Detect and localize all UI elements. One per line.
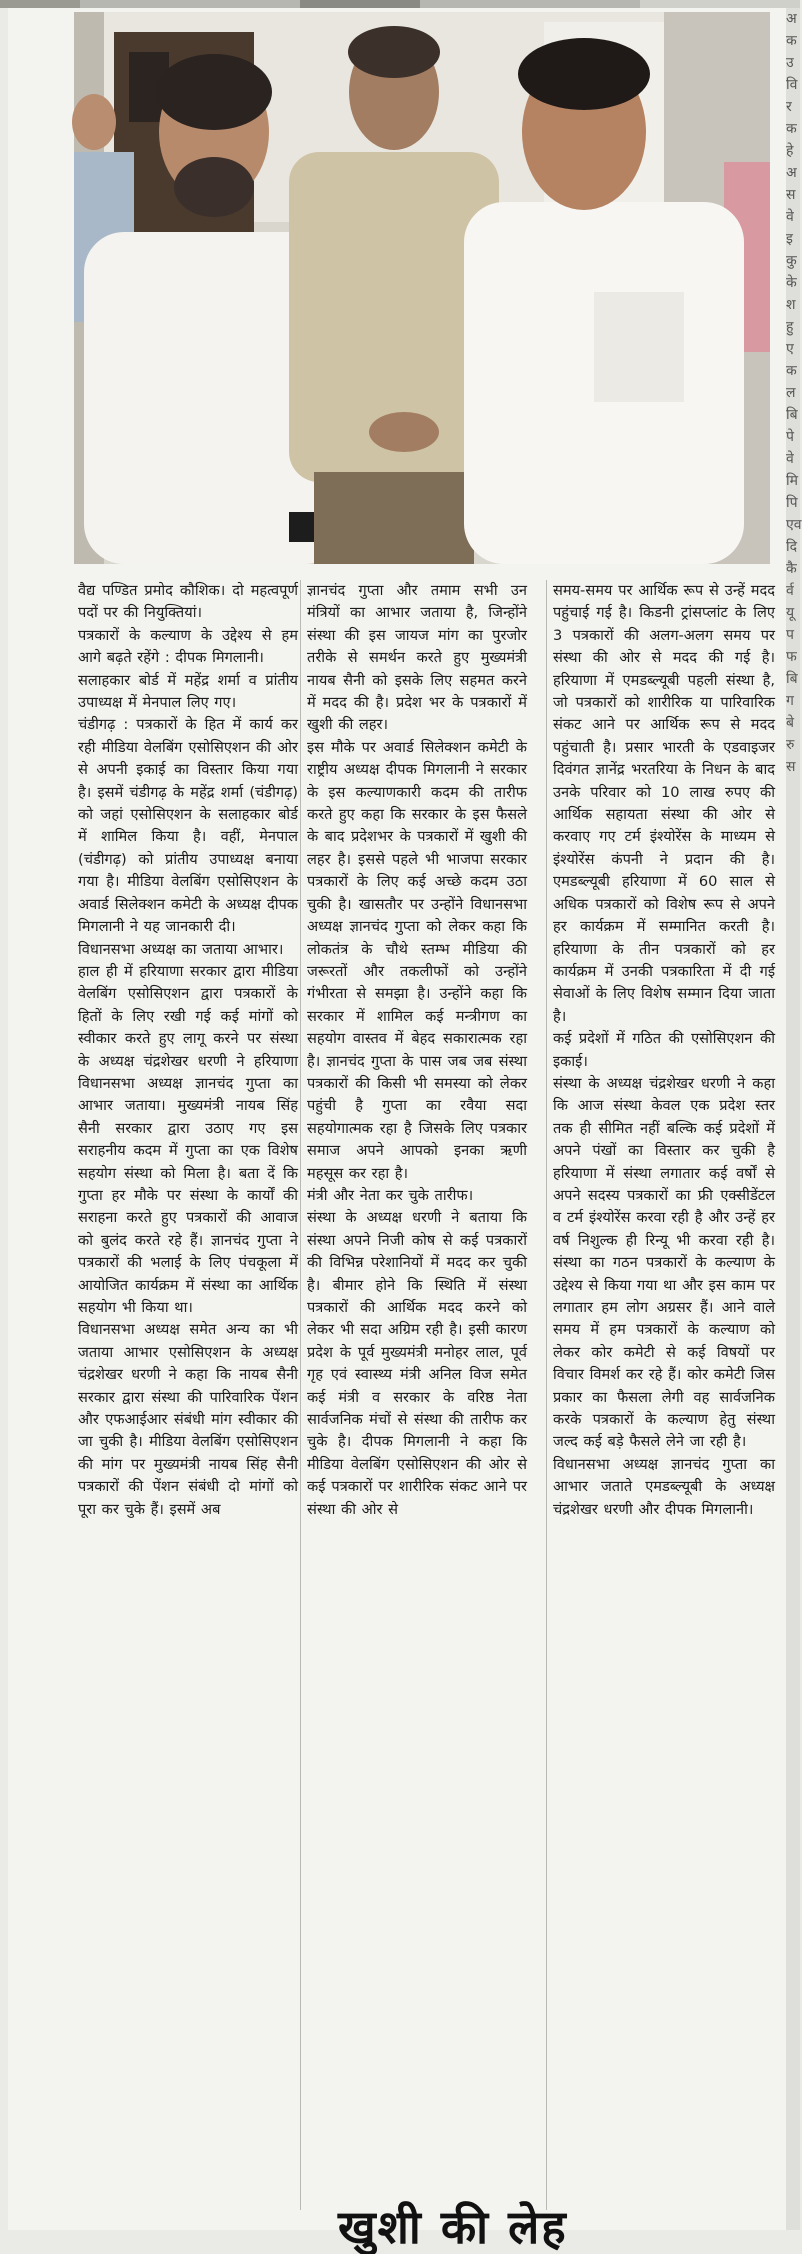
column-1-subheading: विधानसभा अध्यक्ष का जताया आभार।: [78, 940, 284, 958]
photo-illustration: [74, 12, 770, 564]
next-article-headline: [338, 2200, 758, 2254]
column-3-paragraph: समय-समय पर आर्थिक रूप से उन्हें मदद पहुंचाई गई है। किडनी ट्रांसप्लांट के लिए 3 पत्रकारों की अलग-अलग समय पर संस्था की ओर से मदद की गई है। हरियाणा में एमडब्ल्यूबी पहली संस्था है, जो पत्रकारों को शारीरिक या पारिवारिक संकट आने पर आर्थिक रूप से मदद पहुंचाती है। प्रसार भारती के एडवाइजर दिवंगत ज्ञानेंद्र भरतरिया के निधन के बाद उनके परिवार को 10 लाख रुपए की आर्थिक सहायता संस्था की ओर से करवाए गए टर्म इंश्योरेंस के माध्यम से इंश्योरेंस कंपनी ने प्रदान की है। एमडब्ल्यूबी हरियाणा में 60 साल से अधिक पत्रकारों को विशेष रूप से अपने हर कार्यक्रम में सम्मानित करती है। हरियाणा के तीन पत्रकारों को हर कार्यक्रम में उनकी पत्रकारिता में दी गई सेवाओं के लिए विशेष सम्मान दिया जाता है।: [553, 582, 775, 1025]
column-3-caption: विधानसभा अध्यक्ष ज्ञानचंद गुप्ता का आभार जताते एमडब्ल्यूबी के अध्यक्ष चंद्रशेखर धरणी और दीपक मिगलानी।: [553, 1455, 775, 1518]
article-column-3: [553, 580, 775, 2220]
column-2-paragraph: इस मौके पर अवार्ड सिलेक्शन कमेटी के राष्ट्रीय अध्यक्ष दीपक मिगलानी ने सरकार के इस कल्याणकारी कदम की तारीफ करते हुए कहा कि सरकार के इस फैसले के बाद प्रदेशभर के पत्रकारों में खुशी की लहर है। इससे पहले भी भाजपा सरकार पत्रकारों के लिए कई अच्छे कदम उठा चुकी है। खासतौर पर उन्होंने विधानसभा अध्यक्ष ज्ञानचंद गुप्ता को लेकर कहा कि लोकतंत्र के चौथे स्तम्भ मीडिया की जरूरतों और तकलीफों को उन्होंने गंभीरता से समझा है। उन्होंने कहा कि सरकार में शामिल कई मन्त्रीगण का सहयोग वास्तव में बेहद सकारात्मक रहा है। ज्ञानचंद गुप्ता के पास जब जब संस्था पत्रकारों की किसी भी समस्या को लेकर पहुंची है गुप्ता का रवैया सदा सहयोगात्मक रहा है जिसके लिए पत्रकार समाज अपने आपको इनका ऋणी महसूस कर रहा है।: [307, 738, 527, 1182]
article-photo: [74, 12, 770, 564]
headline-text: खुशी की लेह: [338, 2200, 568, 2254]
newspaper-page: [8, 8, 786, 2254]
column-2-paragraph: संस्था के अध्यक्ष धरणी ने बताया कि संस्था अपने निजी कोष से कई पत्रकारों की विभिन्न परेशानियों में मदद कर चुकी है। बीमार होने कि स्थिति में संस्था पत्रकारों की आर्थिक मदद करने को लेकर भी सदा अग्रिम रही है। इसी कारण प्रदेश के पूर्व मुख्यमंत्री मनोहर लाल, पूर्व गृह एवं स्वास्थ्य मंत्री अनिल विज समेत कई मंत्री व सरकार के वरिष्ठ नेता सार्वजनिक मंचों से संस्था की तारीफ कर चुके है। दीपक मिगलानी ने कहा कि मीडिया वेलबिंग एसोसिएशन की ओर से कई पत्रकारों पर शारीरिक संकट आने पर संस्था की ओर से: [307, 1209, 527, 1518]
column-1-paragraph: पत्रकारों के कल्याण के उद्देश्य से हम आगे बढ़ते रहेंगे : दीपक मिगलानी।: [78, 626, 298, 667]
adjacent-page-text: अ क उ वि र क हे अ स वे इ कु के श हु ए क ल बि पे वे मि पि एव दि कै र्व यू प फ बि ग बे रु स: [786, 11, 802, 775]
column-rule-1: [300, 580, 301, 2210]
article-column-1: [78, 580, 298, 2220]
column-rule-2: [546, 580, 547, 2210]
column-1-paragraph: विधानसभा अध्यक्ष समेत अन्य का भी जताया आभार एसोसिएशन के अध्यक्ष चंद्रशेखर धरणी ने कहा कि नायब सैनी सरकार द्वारा संस्था की पारिवारिक पेंशन और एफआईआर संबंधी मांग स्वीकार की जा चुकी है। मीडिया वेलबिंग एसोसिएशन की मांग पर मुख्यमंत्री नायब सिंह सैनी पत्रकारों की पेंशन संबंधी दो मांगों को पूरा कर चुके हैं। इसमें अब: [78, 1321, 298, 1518]
adjacent-page-edge: [786, 8, 800, 2230]
column-2-subheading: मंत्री और नेता कर चुके तारीफ।: [307, 1186, 474, 1204]
column-1-paragraph: हाल ही में हरियाणा सरकार द्वारा मीडिया वेलबिंग एसोसिएशन द्वारा पत्रकारों के हितों के लिए रखी गई कई मांगों को स्वीकार करते हुए लागू करने पर संस्था के अध्यक्ष चंद्रशेखर धरणी ने हरियाणा विधानसभा अध्यक्ष ज्ञानचंद गुप्ता का आभार जताया। मुख्यमंत्री नायब सिंह सैनी सरकार द्वारा उठाए गए इस सराहनीय कदम में गुप्ता का एक विशेष सहयोग संस्था को मिला है। बता दें कि गुप्ता हर मौके पर संस्था के कार्यों की सराहना करते हुए पत्रकारों की आवाज को बुलंद करते रहे हैं। ज्ञानचंद गुप्ता ने पत्रकारों की भलाई के लिए पंचकूला में आयोजित कार्यक्रम में संस्था का आर्थिक सहयोग भी किया था।: [78, 962, 298, 1316]
top-strip: [0, 0, 800, 8]
column-1-paragraph: सलाहकार बोर्ड में महेंद्र शर्मा व प्रांतीय उपाध्यक्ष में मेनपाल लिए गए।: [78, 671, 298, 712]
column-1-paragraph: वैद्य पण्डित प्रमोद कौशिक। दो महत्वपूर्ण पदों पर की नियुक्तियां।: [78, 582, 298, 622]
article-column-2: [307, 580, 527, 2220]
column-3-paragraph: संस्था के अध्यक्ष चंद्रशेखर धरणी ने कहा कि आज संस्था केवल एक प्रदेश स्तर तक ही सीमित नहीं बल्कि कई प्रदेशों में अपने पंखों का विस्तार कर चुकी है हरियाणा में संस्था लगातार कई वर्षों से अपने सदस्य पत्रकारों का फ्री एक्सीडेंटल व टर्म इंश्योरेंस करवा रही है और उन्हें हर वर्ष निशुल्क ही रिन्यू भी करवा रही है। संस्था का गठन पत्रकारों के कल्याण के उद्देश्य से किया गया था और इस काम पर लगातार हम लोग अग्रसर हैं। आने वाले समय में हम पत्रकारों के कल्याण को लेकर कोर कमेटी से कई विषयों पर विचार विमर्श कर रहे हैं। कोर कमेटी जिस प्रकार का फैसला लेगी वह सार्वजनिक करके पत्रकारों के कल्याण हेतु संस्था जल्द कई बड़े फैसले लेने जा रही है।: [553, 1074, 775, 1451]
column-1-paragraph: चंडीगढ़ : पत्रकारों के हित में कार्य कर रही मीडिया वेलबिंग एसोसिएशन की ओर से अपनी इकाई का विस्तार किया गया है। इसमें चंडीगढ़ के महेंद्र शर्मा (चंडीगढ़) को जहां एसोसिएशन के सलाहकार बोर्ड में शामिल किया है। वहीं, मेनपाल (चंडीगढ़) को प्रांतीय उपाध्यक्ष बनाया गया है। मीडिया वेलबिंग एसोसिएशन के अवार्ड सिलेक्शन कमेटी के अध्यक्ष दीपक मिगलानी ने यह जानकारी दी।: [78, 716, 298, 936]
column-2-paragraph: ज्ञानचंद गुप्ता और तमाम सभी उन मंत्रियों का आभार जताया है, जिन्होंने संस्था की इस जायज मांग का पुरजोर तरीके से समर्थन करते हुए मुख्यमंत्री नायब सैनी को इसके लिए सहमत करने में मदद की है। प्रदेश भर के पत्रकारों में खुशी की लहर।: [307, 582, 527, 734]
column-3-subheading: कई प्रदेशों में गठित की एसोसिएशन की इकाई।: [553, 1030, 775, 1070]
